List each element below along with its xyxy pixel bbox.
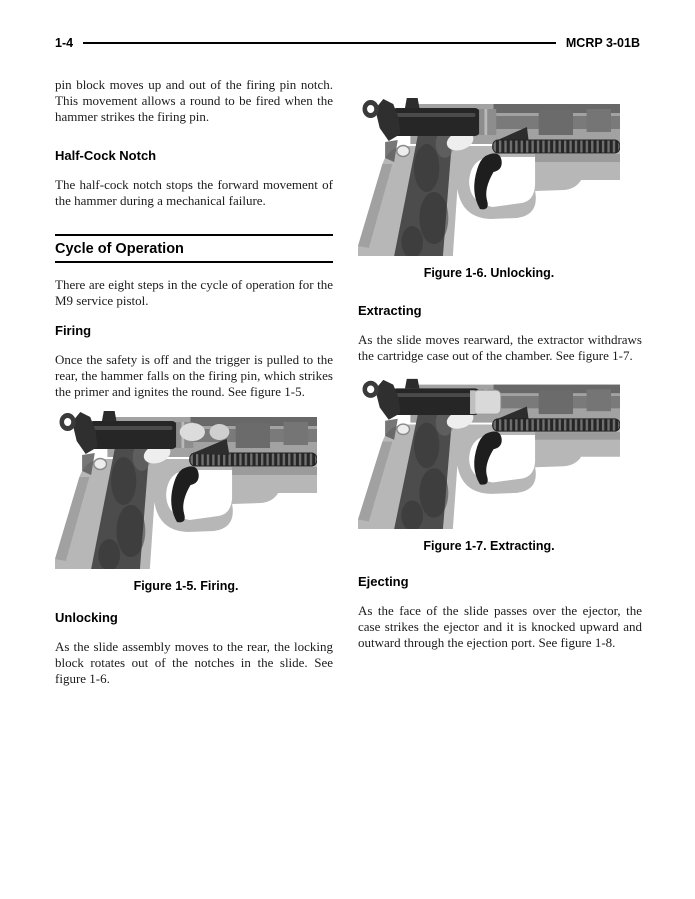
left-column <box>55 77 333 687</box>
figure-1-7 <box>358 377 620 553</box>
pistol-cutaway-unlocking-illustration <box>358 96 620 256</box>
heading-unlocking: Unlocking <box>55 610 118 625</box>
pistol-cutaway-extracting-illustration <box>358 377 620 529</box>
paragraph-half-cock: The half-cock notch stops the forward movement of the hammer during a mechanical failure. <box>55 177 333 208</box>
header-rule <box>83 42 556 44</box>
figure-1-5-caption: Figure 1-5. Firing. <box>133 579 239 593</box>
pistol-cutaway-firing-illustration <box>55 409 317 569</box>
right-column <box>358 77 642 651</box>
heading-half-cock-notch: Half-Cock Notch <box>55 148 157 163</box>
paragraph-ejecting: As the face of the slide passes over the ejector, the case strikes the ejector and it is knocked upward and outward through the ejection port. See figure 1-8. <box>358 603 642 650</box>
heading-extracting: Extracting <box>358 303 422 318</box>
figure-1-5 <box>55 409 317 593</box>
paragraph-pin-block: pin block moves up and out of the firing pin notch. This movement allows a round to be fired when the hammer strikes the firing pin. <box>55 77 333 124</box>
heading-firing: Firing <box>55 323 92 338</box>
page-number: 1-4 <box>55 36 74 50</box>
doc-code: MCRP 3-01B <box>565 36 640 50</box>
heading-ejecting: Ejecting <box>358 574 409 589</box>
paragraph-cycle-intro: There are eight steps in the cycle of operation for the M9 service pistol. <box>55 277 333 308</box>
paragraph-firing: Once the safety is off and the trigger is pulled to the rear, the hammer falls on the firing pin, which strikes the primer and ignites the round. See figure 1-5. <box>55 352 333 399</box>
page-header <box>55 36 640 50</box>
figure-1-6 <box>358 96 620 280</box>
figure-1-6-caption: Figure 1-6. Unlocking. <box>423 266 555 280</box>
heading-cycle-of-operation: Cycle of Operation <box>55 234 333 263</box>
paragraph-extracting: As the slide moves rearward, the extractor withdraws the cartridge case out of the chamber. See figure 1-7. <box>358 332 642 363</box>
figure-1-7-caption: Figure 1-7. Extracting. <box>423 539 555 553</box>
paragraph-unlocking: As the slide assembly moves to the rear, the locking block rotates out of the notches in the slide. See figure 1-6. <box>55 639 333 686</box>
